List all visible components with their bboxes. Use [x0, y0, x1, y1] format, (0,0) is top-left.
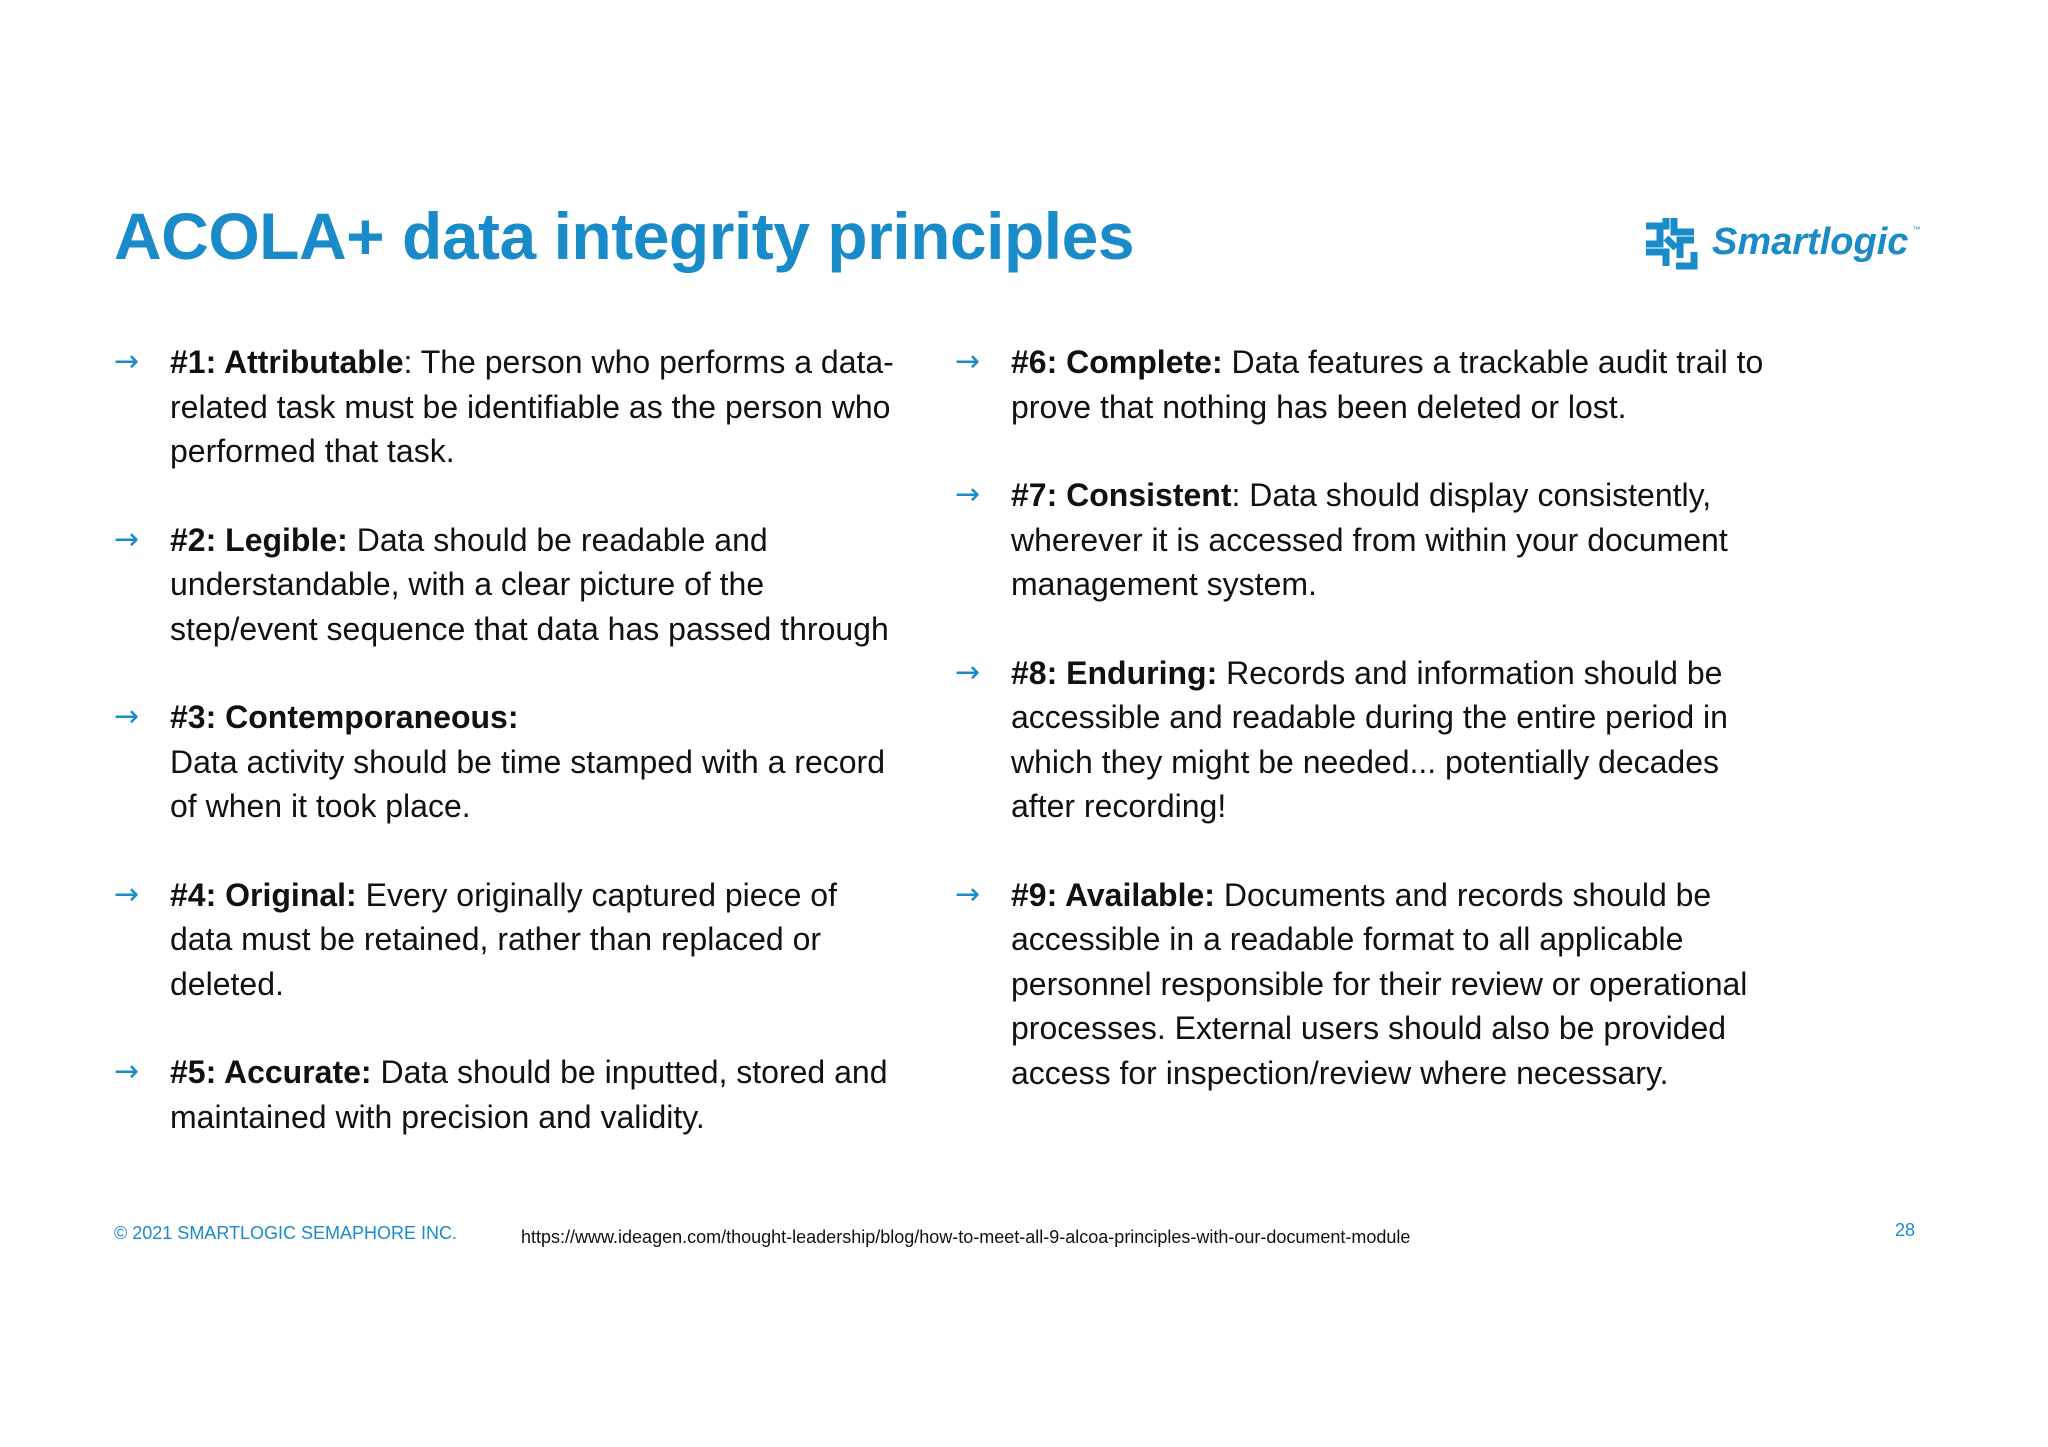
logo-wordmark-text: Smartlogic	[1712, 220, 1909, 263]
principle-label: #8: Enduring:	[1011, 654, 1218, 691]
arrow-bullet-icon: →	[955, 876, 981, 912]
principle-label: #3: Contemporaneous:	[170, 699, 519, 735]
arrow-bullet-icon: →	[114, 1054, 140, 1089]
principle-label: #1: Attributable	[170, 344, 404, 380]
logo-trademark: ™	[1912, 224, 1921, 234]
principle-separator: :	[1231, 477, 1241, 513]
principle-item-8	[955, 651, 1785, 829]
left-principles-column	[114, 340, 904, 1139]
page-number: 28	[1895, 1220, 1916, 1240]
source-url-link[interactable]: https://www.ideagen.com/thought-leadership/blog/how-to-meet-all-9-alcoa-principles-with-our-document-module	[521, 1227, 1411, 1247]
right-principles-column	[955, 340, 1785, 1095]
principle-text: Records and information should be accessible and readable during the entire period in which they might be needed... potentially decades after recording!	[1011, 654, 1728, 824]
arrow-bullet-icon: →	[114, 699, 140, 734]
principle-item-6	[955, 340, 1785, 429]
principle-text: Data should be inputted, stored and maintained with precision and validity.	[170, 1054, 888, 1135]
principle-item-3	[114, 695, 904, 829]
principle-label: #2: Legible:	[170, 521, 348, 558]
principle-label: #7: Consistent	[1011, 477, 1232, 513]
arrow-bullet-icon: →	[114, 521, 140, 557]
arrow-bullet-icon: →	[955, 344, 981, 379]
principle-text: The person who performs a data-related task must be identifiable as the person who performed that task.	[170, 344, 894, 469]
principle-separator: :	[403, 344, 413, 380]
principle-item-4	[114, 873, 904, 1007]
arrow-bullet-icon: →	[955, 477, 981, 512]
logo-wordmark	[1712, 220, 1921, 264]
arrow-bullet-icon: →	[114, 344, 140, 379]
principle-text: Data should display consistently, wherever it is accessed from within your document management system.	[1011, 477, 1728, 602]
principle-item-7	[955, 473, 1785, 607]
principle-text: Documents and records should be accessible in a readable format to all applicable personnel responsible for their review or operational processes. External users should also be provided access for inspection/review where necessary.	[1011, 876, 1748, 1091]
principle-text: Every originally captured piece of data must be retained, rather than replaced or deleted.	[170, 876, 837, 1002]
principle-item-1	[114, 340, 904, 474]
principle-item-2	[114, 518, 904, 652]
principle-text: Data features a trackable audit trail to prove that nothing has been deleted or lost.	[1011, 344, 1764, 425]
smartlogic-logo	[1636, 208, 1921, 276]
principle-label: #4: Original:	[170, 876, 357, 913]
principle-text: Data should be readable and understandable, with a clear picture of the step/event sequence that data has passed through	[170, 521, 889, 647]
principle-label: #5: Accurate:	[170, 1054, 372, 1090]
arrow-bullet-icon: →	[955, 654, 981, 690]
principle-label: #6: Complete:	[1011, 344, 1223, 380]
principle-item-9	[955, 873, 1785, 1096]
principle-item-5	[114, 1050, 904, 1139]
principle-label: #9: Available:	[1011, 876, 1215, 913]
footer-copyright: © 2021 SMARTLOGIC SEMAPHORE INC.	[114, 1223, 458, 1243]
slide-title: ACOLA+ data integrity principles	[114, 199, 1135, 273]
smartlogic-logo-icon	[1636, 208, 1704, 276]
arrow-bullet-icon: →	[114, 876, 140, 912]
principle-text: Data activity should be time stamped with a record of when it took place.	[170, 743, 885, 824]
